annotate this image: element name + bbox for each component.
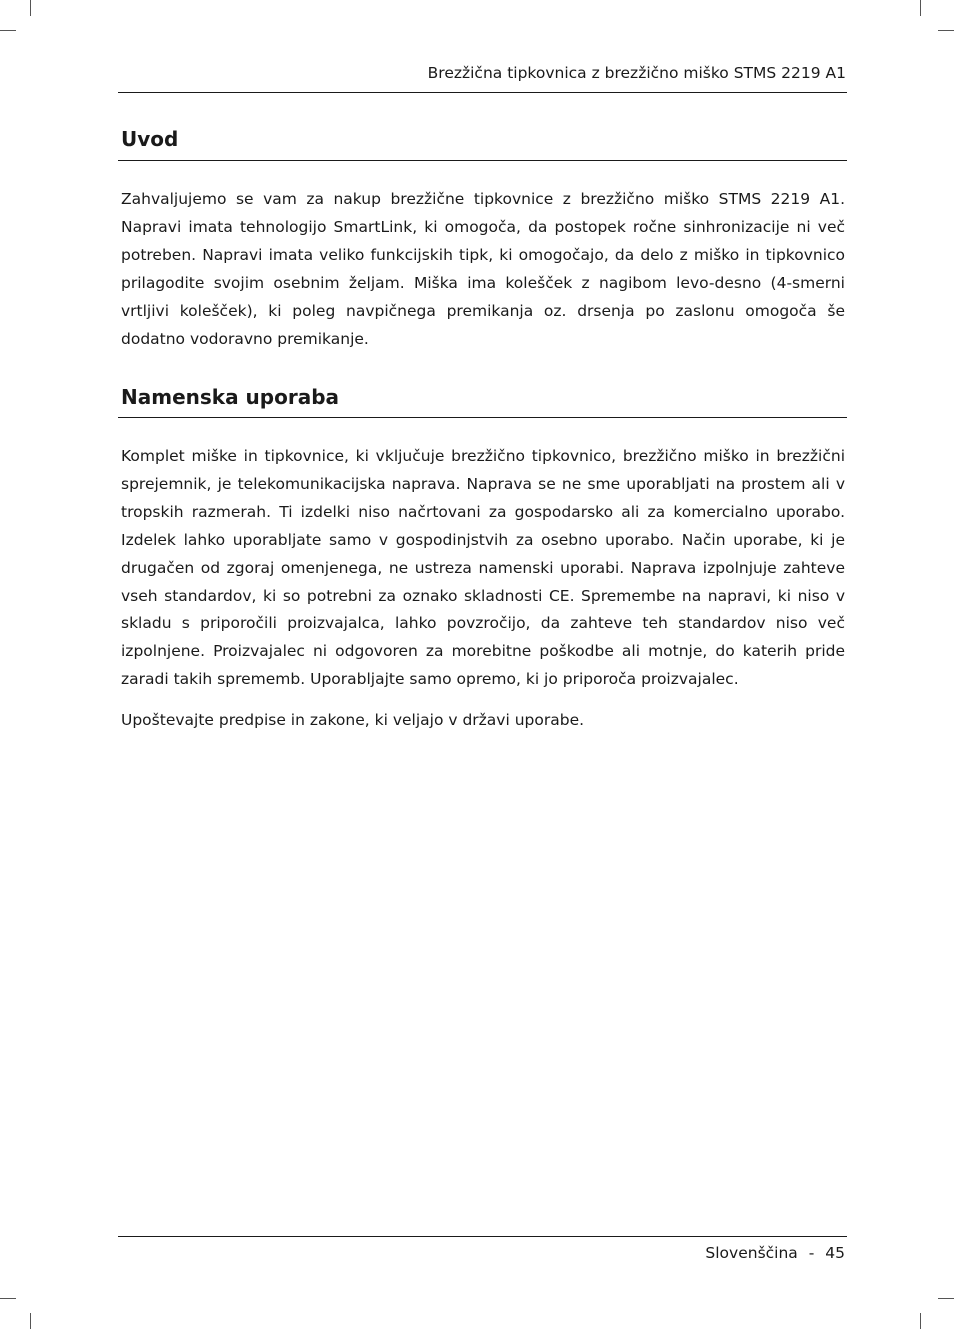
crop-mark: [0, 30, 16, 31]
crop-mark: [920, 1313, 921, 1329]
header-rule: [118, 92, 847, 93]
crop-mark: [938, 1298, 954, 1299]
crop-mark: [938, 30, 954, 31]
crop-mark: [30, 1313, 31, 1329]
running-header: Brezžična tipkovnica z brezžično miško STMS 2219 A1: [427, 64, 846, 82]
footer-rule: [118, 1236, 847, 1237]
section-rule: [118, 417, 847, 418]
paragraph-namenska-uporaba: Komplet miške in tipkovnice, ki vključuje brezžično tipkovnico, brezžično miško in brezžični sprejemnik, je telekomunikacijska naprava. Naprava se ne sme uporabljati na prostem ali v tropskih razmerah. Ti izdelki niso načrtovani za gospodarsko ali za komercialno uporabo. Izdelek lahko uporabljate samo v gospodinjstvih za osebno uporabo. Način uporabe, ki je drugačen od zgoraj omenjenega, ne ustreza namenski uporabi. Naprava izpolnjuje zahteve vseh standardov, ki so potrebni za oznako skladnosti CE. Spremembe na napravi, ki niso v skladu s priporočili proizvajalca, lahko povzročijo, da zahteve teh standardov niso več izpolnjene. Proizvajalec ni odgovoren za morebitne poškodbe ali motnje, do katerih pride zaradi takih sprememb. Uporabljajte samo opremo, ki jo priporoča proizvajalec.: [121, 447, 845, 689]
page-number: 45: [825, 1244, 845, 1262]
footer-separator: -: [808, 1244, 815, 1262]
section-title-namenska-uporaba: Namenska uporaba: [121, 385, 340, 409]
section-title-uvod: Uvod: [121, 127, 179, 151]
page-footer: [118, 1242, 845, 1264]
crop-mark: [30, 0, 31, 16]
section-rule: [118, 160, 847, 161]
crop-mark: [0, 1298, 16, 1299]
paragraph-predpisi: Upoštevajte predpise in zakone, ki veljajo v državi uporabe.: [121, 711, 585, 729]
footer-language: Slovenščina: [705, 1244, 798, 1262]
paragraph-uvod: Zahvaljujemo se vam za nakup brezžične tipkovnice z brezžično miško STMS 2219 A1. Napravi imata tehnologijo SmartLink, ki omogoča, da postopek ročne sinhronizacije ni več potreben. Napravi imata veliko funkcijskih tipk, ki omogočajo, da delo z miško in tipkovnico prilagodite svojim osebnim željam. Miška ima kolešček z nagibom levo-desno (4-smerni vrtljivi kolešček), ki poleg navpičnega premikanja oz. drsenja po zaslonu omogoča še dodatno vodoravno premikanje.: [121, 190, 845, 348]
crop-mark: [920, 0, 921, 16]
